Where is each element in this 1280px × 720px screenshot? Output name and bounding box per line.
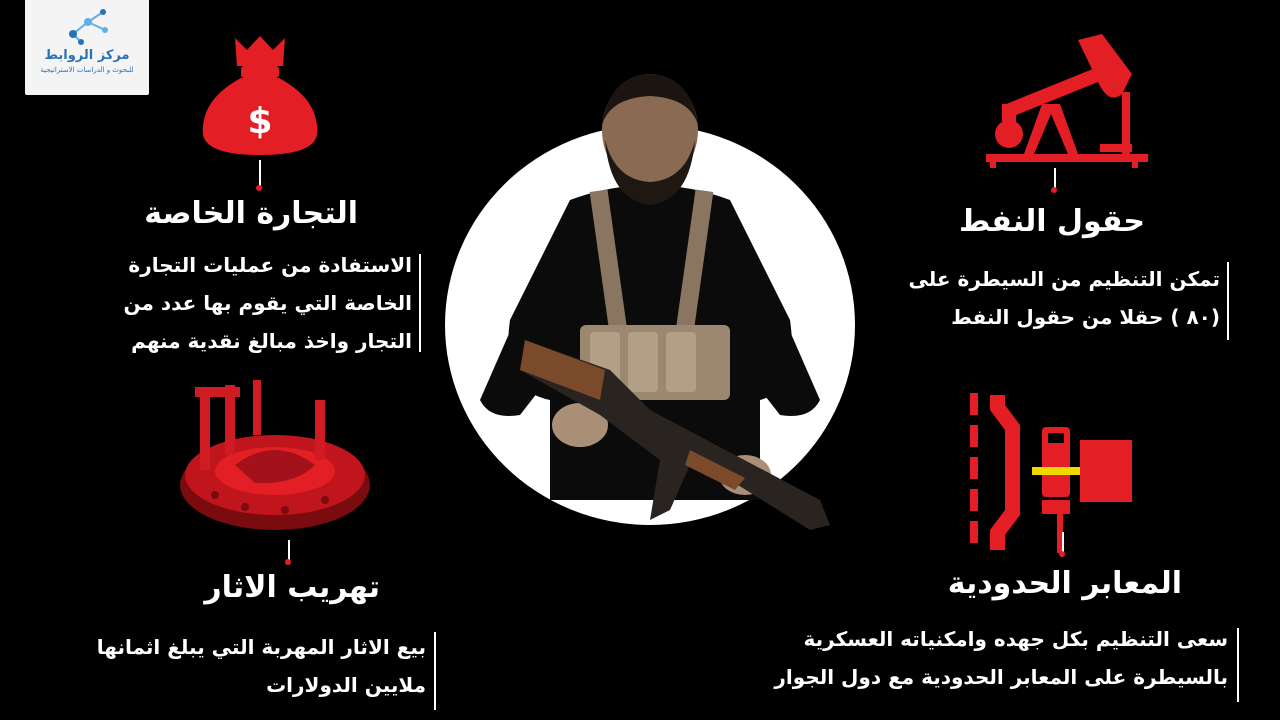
oil-dot [1051,187,1057,193]
antiquities-line: ملايين الدولارات [266,673,426,697]
borders-title: المعابر الحدودية [947,566,1182,601]
antiquities-line: بيع الاثار المهربة التي يبلغ اثمانها [96,635,426,659]
oil-title: حقول النفط [958,204,1145,239]
money-bag-icon [195,30,325,160]
oil-line: تمكن التنظيم من السيطرة على [908,267,1220,291]
antiquities-title: تهريب الاثار [204,570,380,605]
fighter-figure [460,70,840,560]
logo-name: مركز الروابط [44,48,130,63]
antiquities-dot [285,559,291,565]
antiquities-divider [434,632,436,710]
logo-subtitle: للبحوث و الدراسات الاستراتيجية [40,66,134,74]
trade-divider [419,254,421,352]
trade-line: الخاصة التي يقوم بها عدد من [123,291,412,315]
oil-pump-icon [982,34,1152,169]
logo [25,0,149,95]
borders-line: بالسيطرة على المعابر الحدودية مع دول الجوار [774,665,1228,689]
antiquities-text [97,628,426,704]
oil-divider [1227,262,1229,340]
borders-divider [1237,628,1239,702]
oil-text [909,260,1220,336]
trade-text [123,246,412,360]
ancient-ruins-icon [175,375,375,535]
borders-line: سعى التنظيم بكل جهده وامكنياته العسكرية [803,627,1228,651]
svg-text:$: $ [247,101,273,142]
trade-dot [256,185,262,191]
border-crossing-icon [960,385,1140,555]
oil-line: (٨٠ ) حقلا من حقول النفط [951,305,1220,329]
trade-line: التجار واخذ مبالغ نقدية منهم [131,329,412,353]
trade-line: الاستفادة من عمليات التجارة [128,253,412,277]
borders-text [774,620,1228,696]
trade-connector [259,160,261,188]
borders-dot [1059,551,1065,557]
network-logo-icon [63,4,113,46]
trade-title: التجارة الخاصة [144,196,358,231]
